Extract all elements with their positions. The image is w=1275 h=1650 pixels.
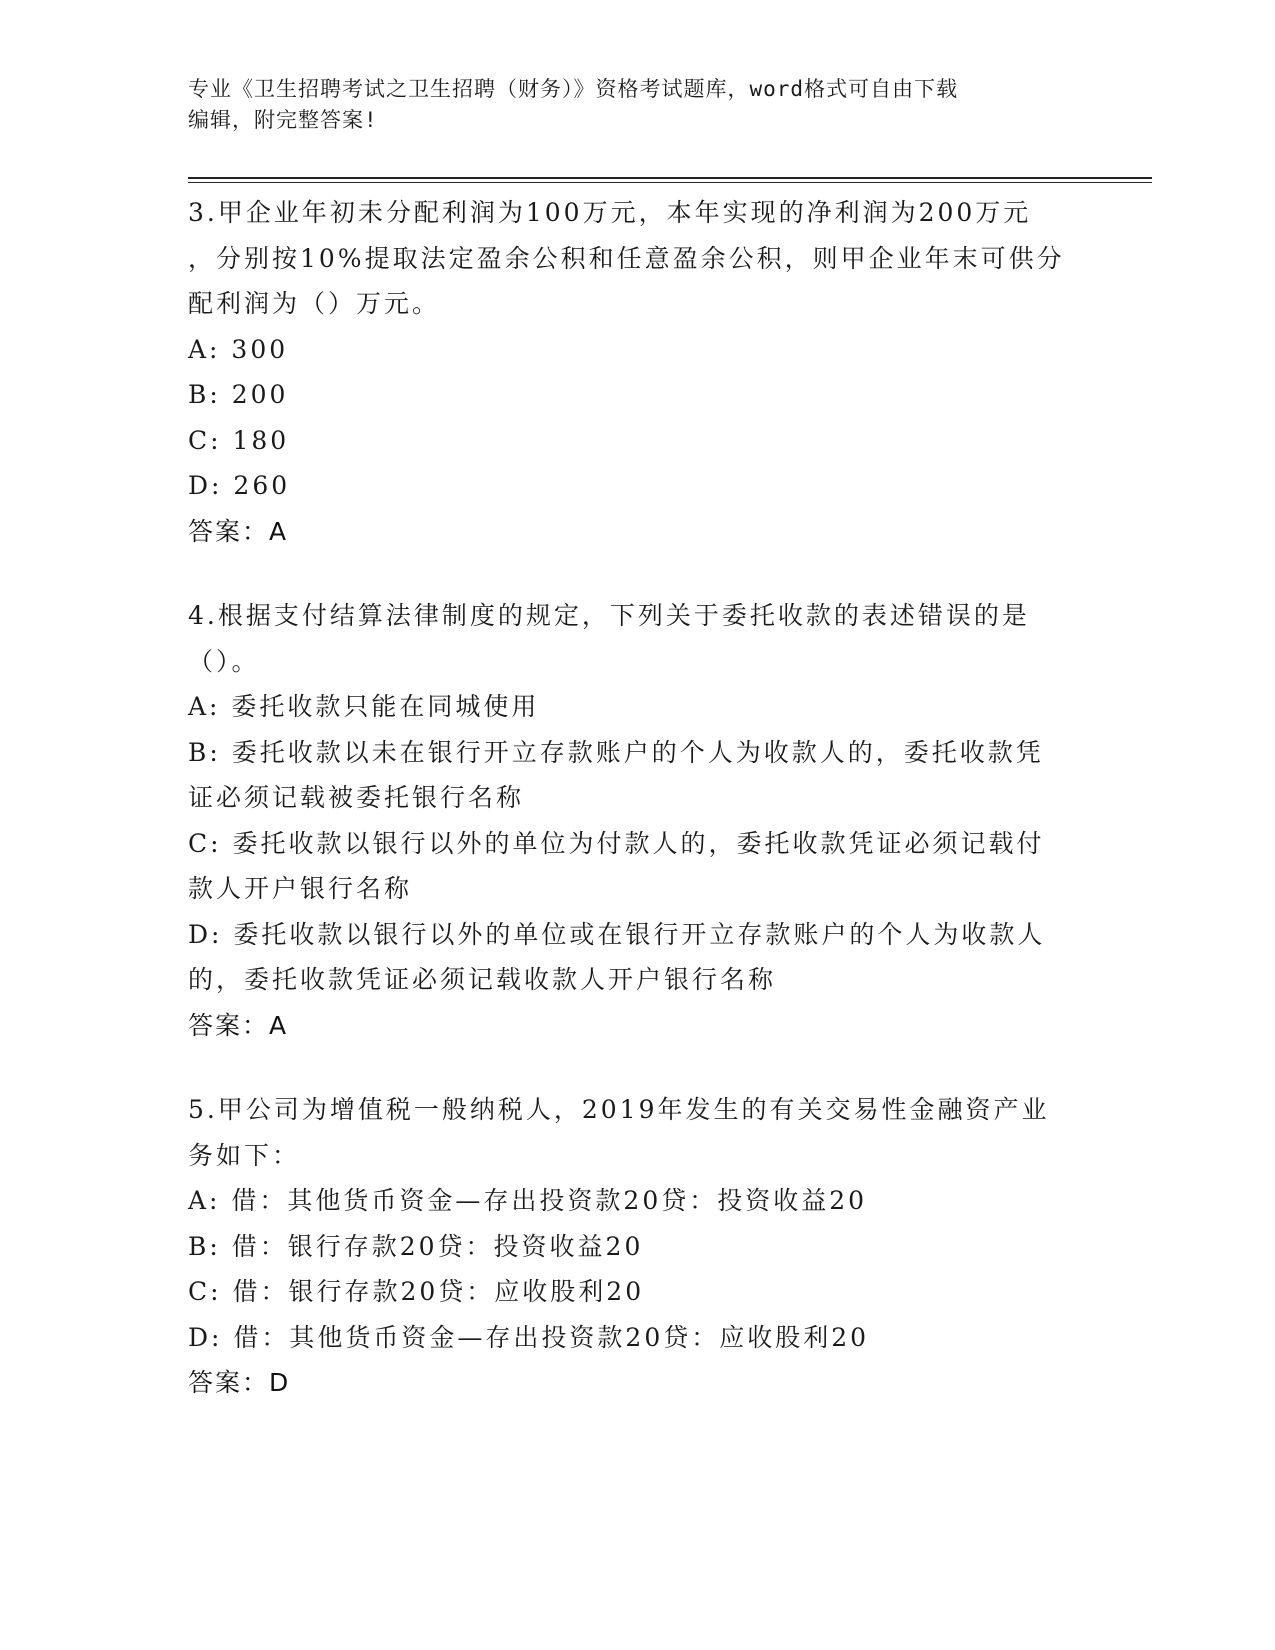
option-d: D: 借：其他货币资金—存出投资款20贷：应收股利20 [188,1322,870,1352]
option-c-continued: 款人开户银行名称 [188,874,413,903]
question-stem-line: 5.甲公司为增值税一般纳税人，2019年发生的有关交易性金融资产业 [188,1095,1050,1124]
question-spacer [188,554,1088,593]
question-stem-line: （）。 [188,646,260,676]
question-stem-line: ，分别按10%提取法定盈余公积和任意盈余公积，则甲企业年末可供分 [188,243,1065,273]
header-line-2: 编辑，附完整答案! [188,108,378,132]
document-header [188,74,1088,136]
header-divider-thin [188,182,1152,183]
option-d: D: 260 [188,471,291,500]
answer-label: 答案：D [188,1368,291,1397]
question-stem-line: 配利润为（）万元。 [188,289,441,318]
option-c: C: 委托收款以银行以外的单位为付款人的，委托收款凭证必须记载付 [188,828,1045,858]
option-b-continued: 证必须记载被委托银行名称 [188,783,525,812]
question-stem-line: 务如下： [188,1140,301,1170]
option-a: A: 委托收款只能在同城使用 [188,692,540,721]
answer-label: 答案：A [188,1010,289,1040]
option-d: D: 委托收款以银行以外的单位或在银行开立存款账户的个人为收款人 [188,919,1046,949]
option-c: C: 借：银行存款20贷：应收股利20 [188,1277,645,1306]
question-list [188,190,1088,1406]
header-divider-thick [188,177,1152,179]
option-d-continued: 的，委托收款凭证必须记载收款人开户银行名称 [188,965,777,994]
question-spacer [188,1048,1088,1087]
option-c: C: 180 [188,425,290,455]
option-b: B: 委托收款以未在银行开立存款账户的个人为收款人的，委托收款凭 [188,737,1044,767]
answer-label: 答案：A [188,516,289,546]
question-3 [188,190,1088,554]
option-b: B: 200 [188,380,289,409]
question-stem-line: 4.根据支付结算法律制度的规定，下列关于委托收款的表述错误的是 [188,601,1030,630]
option-a: A: 300 [188,334,289,364]
question-stem-line: 3.甲企业年初未分配利润为100万元，本年实现的净利润为200万元 [188,198,1032,227]
option-a: A: 借：其他货币资金—存出投资款20贷：投资收益20 [188,1186,868,1215]
question-4 [188,593,1088,1048]
question-5 [188,1087,1088,1406]
header-line-1: 专业《卫生招聘考试之卫生招聘（财务）》资格考试题库，word格式可自由下载 [188,77,959,101]
option-b: B: 借：银行存款20贷：投资收益20 [188,1231,644,1261]
